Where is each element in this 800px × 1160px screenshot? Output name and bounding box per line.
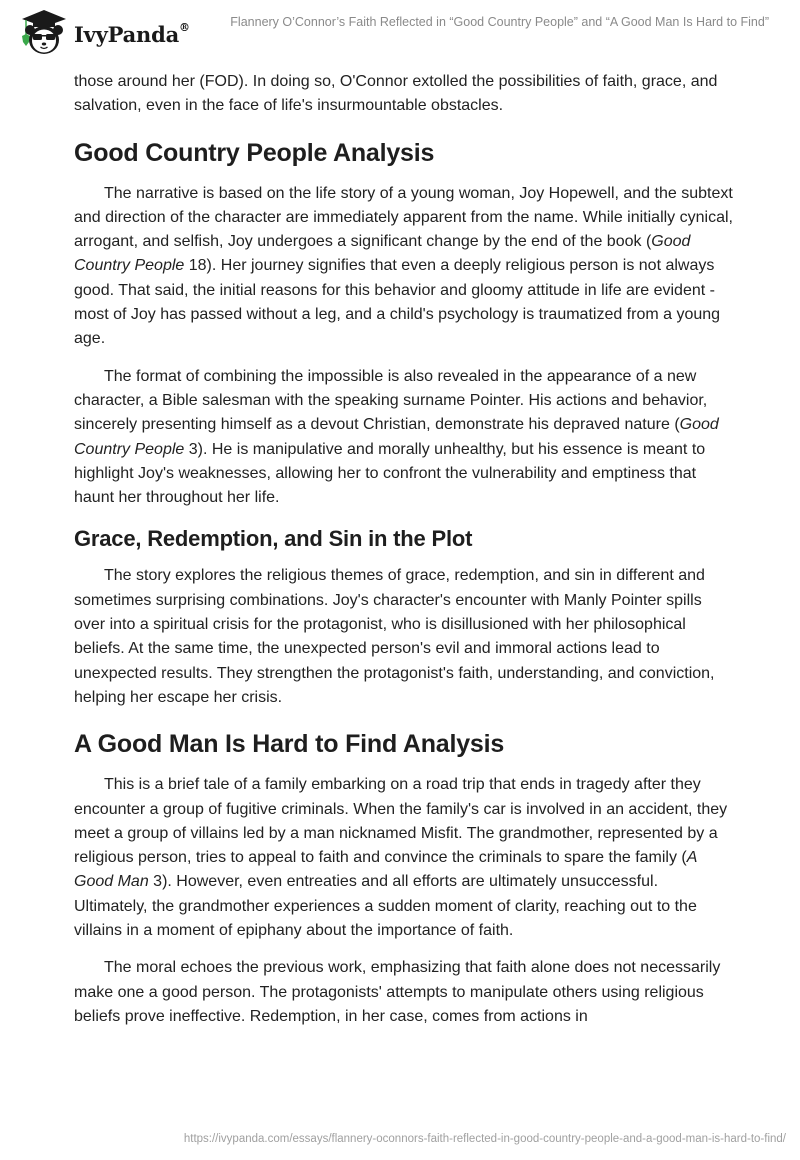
page-header: [0, 0, 800, 60]
section-heading-good-country-people: Good Country People Analysis: [74, 138, 435, 167]
citation-title: Good Country People: [74, 233, 691, 275]
section-heading-good-man-hard-to-find: A Good Man Is Hard to Find Analysis: [74, 730, 505, 759]
paragraph: The story explores the religious themes of grace, redemption, and sin in different and sometimes surprising combinations. Joy's character's encounter with Manly Pointer spills over into a spiritual crisis for the protagonist, who is disillusioned with her philosophical beliefs. At the same time, the unexpected person's evil and immoral actions lead to unexpected results. They strengthen the protagonist's faith, understanding, and conviction, helping her escape her crisis.: [74, 567, 715, 706]
paragraph: The moral echoes the previous work, emphasizing that faith alone does not necessarily make one a good person. The protagonists' attempts to manipulate others using religious beliefs prove ineffective. Redemption, in her case, comes from actions in: [74, 959, 721, 1025]
ivypanda-logo[interactable]: [18, 8, 190, 56]
document-title: Flannery O’Connor’s Faith Reflected in “Good Country People” and “A Good Man Is Hard to Find”: [230, 15, 769, 29]
paragraph: This is a brief tale of a family embarking on a road trip that ends in tragedy after they encounter a group of fugitive criminals. When the family's car is involved in an accident, they meet a group of villains led by a man nicknamed Misfit. The grandmother, represented by a religious person, tries to appeal to faith and convince the criminals to spare the family (A Good Man 3). However, even entreaties and all efforts are ultimately unsuccessful. Ultimately, the grandmother experiences a sudden moment of clarity, reaching out to the villains in a moment of epiphany about the importance of faith.: [74, 776, 728, 940]
paragraph: The format of combining the impossible is also revealed in the appearance of a new character, a Bible salesman with the speaking surname Pointer. His actions and behavior, sincerely presenting himself as a devout Christian, demonstrate his depraved nature (Good Country People 3). He is manipulative and morally unhealthy, but his essence is meant to highlight Joy's weaknesses, allowing her to confront the vulnerability and emptiness that haunt her throughout her life.: [74, 367, 719, 507]
paragraph: The narrative is based on the life story of a young woman, Joy Hopewell, and the subtext and direction of the character are immediately apparent from the name. While initially cynical, arrogant, and selfish, Joy undergoes a significant change by the end of the book (Good Country People 18). Her journey signifies that even a deeply religious person is not always good. That said, the initial reasons for this behavior and gloomy attitude in life are evident - most of Joy has passed without a leg, and a child's psychology is traumatized from a young age.: [74, 184, 733, 348]
essay-body: [74, 70, 734, 1042]
source-url[interactable]: https://ivypanda.com/essays/flannery-oconnors-faith-reflected-in-good-country-people-and-a-good-man-is-hard-to-find/: [183, 1133, 786, 1145]
intro-paragraph: those around her (FOD). In doing so, O'Connor extolled the possibilities of faith, grace, and salvation, even in the face of life's insurmountable obstacles.: [74, 73, 718, 115]
citation-title: Good Country People: [74, 416, 719, 458]
citation-title: A Good Man: [74, 849, 697, 891]
section-heading-grace-redemption-sin: Grace, Redemption, and Sin in the Plot: [74, 526, 473, 552]
panda-graduate-icon: [18, 8, 70, 56]
brand-name: IvyPanda®: [74, 20, 190, 47]
